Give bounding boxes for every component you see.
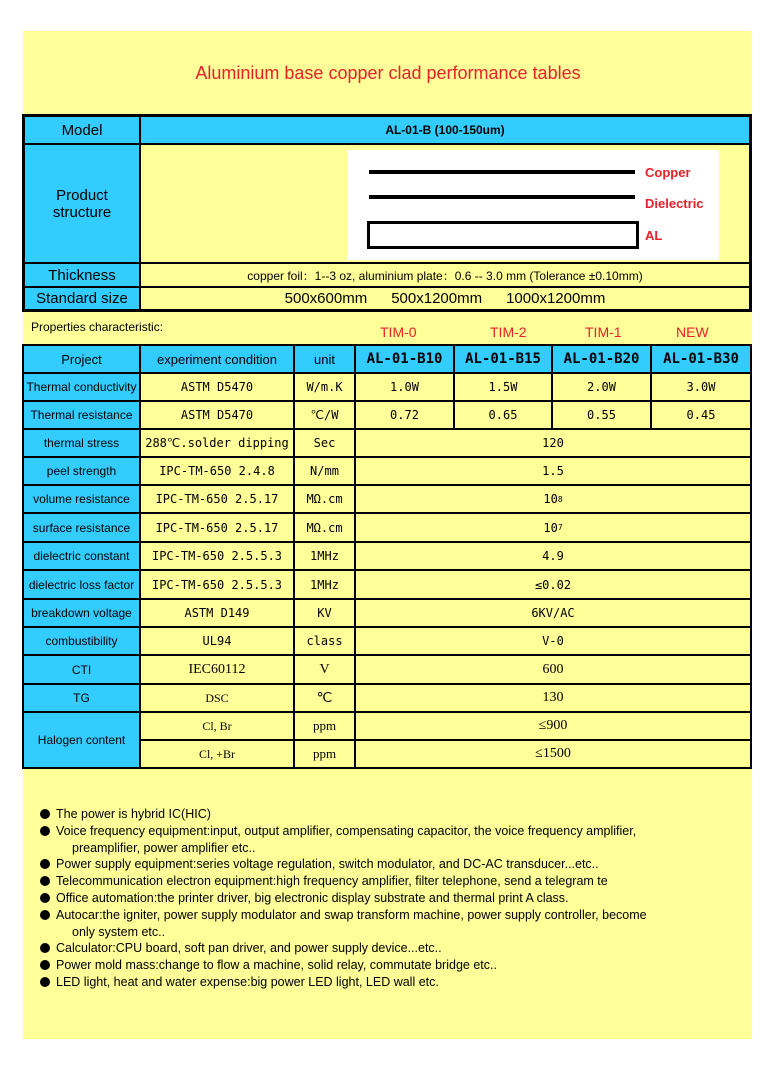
row-project: TG (24, 685, 141, 713)
header-unit: unit (295, 346, 356, 374)
bullet-icon (40, 943, 50, 953)
row-condition: ASTM D5470 (141, 402, 295, 430)
row-unit: V (295, 656, 356, 685)
row-value: 600 (356, 656, 750, 685)
grade-label: NEW (676, 324, 709, 340)
row-condition: UL94 (141, 628, 295, 656)
row-unit: ppm (295, 741, 356, 767)
item-text: Power mold mass:change to flow a machine, solid relay, commutate bridge etc.. (56, 958, 497, 973)
properties-heading: Properties characteristic: (31, 320, 164, 334)
row-project: breakdown voltage (24, 600, 141, 628)
row-value: 1.5W (455, 374, 553, 402)
row-condition: IPC-TM-650 2.5.17 (141, 486, 295, 514)
table-row (24, 486, 750, 514)
table-row (24, 514, 750, 543)
value-exponent: 7 (557, 523, 563, 532)
item-text: Power supply equipment:series voltage regulation, switch modulator, and DC-AC transducer...etc.. (56, 857, 599, 872)
thickness-label: Thickness (25, 264, 141, 286)
size-value: 500x600mm (284, 290, 368, 307)
properties-table (22, 344, 752, 769)
row-project: CTI (24, 656, 141, 685)
header-code: AL-01-B20 (553, 346, 652, 374)
row-condition: ASTM D5470 (141, 374, 295, 402)
copper-layer (369, 170, 635, 174)
model-value: AL-01-B (100-150um) (141, 117, 749, 143)
halogen-block (24, 713, 750, 767)
item-continuation: only system etc.. (72, 924, 166, 939)
row-value: 6KV/AC (356, 600, 750, 628)
value-base: 10 (543, 520, 558, 535)
row-value: 0.55 (553, 402, 652, 430)
row-value: ≤0.02 (356, 571, 750, 600)
row-project: peel strength (24, 458, 141, 486)
row-unit: KV (295, 600, 356, 628)
row-value: V-0 (356, 628, 750, 656)
model-row (25, 117, 749, 145)
page-title: Aluminium base copper clad performance tables (195, 63, 581, 83)
layer-label-copper: Copper (645, 165, 691, 180)
table-row (24, 458, 750, 486)
row-condition: Cl, +Br (141, 741, 295, 767)
row-condition: IEC60112 (141, 656, 295, 685)
header-condition: experiment condition (141, 346, 295, 374)
list-item (40, 856, 730, 873)
table-row (24, 374, 750, 402)
model-label: Model (25, 117, 141, 143)
row-condition: 288℃.solder dipping (141, 430, 295, 458)
row-value: 1.5 (356, 458, 750, 486)
row-value: ≤1500 (535, 746, 571, 761)
list-item (40, 873, 730, 890)
table-row (24, 402, 750, 430)
bullet-icon (40, 977, 50, 987)
thickness-row (25, 264, 749, 288)
row-value: 130 (356, 685, 750, 713)
table-row (24, 685, 750, 713)
size-value: 1000x1200mm (506, 290, 606, 307)
row-unit: MΩ.cm (295, 486, 356, 514)
item-text: Autocar:the igniter, power supply modulator and swap transform machine, power supply controller, become (56, 907, 647, 922)
item-text: Telecommunication electron equipment:high frequency amplifier, filter telephone, send a telegram te (56, 874, 608, 889)
row-value: 0.65 (455, 402, 553, 430)
header-code: AL-01-B15 (455, 346, 553, 374)
aluminium-plate (367, 221, 639, 249)
layer-label-dielectric: Dielectric (645, 196, 704, 211)
bullet-icon (40, 826, 50, 836)
structure-row (25, 145, 749, 264)
grade-label: TIM-2 (490, 324, 527, 340)
row-project: dielectric loss factor (24, 571, 141, 600)
row-unit: ℃ (295, 685, 356, 713)
list-item (40, 957, 730, 974)
table-row (24, 430, 750, 458)
item-text: Calculator:CPU board, soft pan driver, and power supply device...etc.. (56, 941, 442, 956)
table-row (24, 571, 750, 600)
size-row (25, 288, 749, 309)
list-item (40, 940, 730, 957)
value-exponent: 8 (557, 494, 563, 504)
header-project: Project (24, 346, 141, 374)
row-unit: N/mm (295, 458, 356, 486)
row-value: 4.9 (356, 543, 750, 571)
bullet-icon (40, 910, 50, 920)
row-condition: IPC-TM-650 2.5.5.3 (141, 571, 295, 600)
row-project: combustibility (24, 628, 141, 656)
header-code: AL-01-B30 (652, 346, 750, 374)
row-project: surface resistance (24, 514, 141, 543)
row-value: 1.0W (356, 374, 455, 402)
header-code: AL-01-B10 (356, 346, 455, 374)
value-base: 10 (543, 492, 558, 506)
item-text: The power is hybrid IC(HIC) (56, 807, 211, 821)
list-item (40, 823, 730, 857)
bullet-icon (40, 876, 50, 886)
grade-label: TIM-1 (585, 324, 622, 340)
layer-label-al: AL (645, 228, 663, 243)
row-unit: W/m.K (295, 374, 356, 402)
halogen-label: Halogen content (24, 713, 141, 767)
row-value: 0.45 (652, 402, 750, 430)
row-condition: IPC-TM-650 2.5.5.3 (141, 543, 295, 571)
row-value: 0.72 (356, 402, 455, 430)
row-unit: MΩ.cm (295, 514, 356, 543)
table-row (24, 656, 750, 685)
row-value (356, 486, 750, 514)
size-value: 500x1200mm (391, 290, 483, 307)
row-unit: ppm (295, 713, 356, 741)
grade-label: TIM-0 (380, 324, 417, 340)
list-item (40, 907, 730, 941)
table-row (24, 600, 750, 628)
list-item (40, 890, 730, 907)
item-text: Office automation:the printer driver, big electronic display substrate and thermal print A class. (56, 890, 569, 905)
row-condition: Cl, Br (141, 713, 295, 741)
row-condition: IPC-TM-650 2.4.8 (141, 458, 295, 486)
row-project: dielectric constant (24, 543, 141, 571)
row-unit: 1MHz (295, 543, 356, 571)
size-label: Standard size (25, 288, 141, 309)
row-project: volume resistance (24, 486, 141, 514)
thickness-value: copper foil：1--3 oz, aluminium plate：0.6 -- 3.0 mm (Tolerance ±0.10mm) (247, 268, 643, 283)
list-item (40, 806, 730, 823)
bullet-icon (40, 859, 50, 869)
row-unit: Sec (295, 430, 356, 458)
item-text: Voice frequency equipment:input, output amplifier, compensating capacitor, the voice frequency amplifier, (56, 823, 637, 838)
row-value: ≤900 (356, 713, 750, 741)
row-value (356, 514, 750, 543)
table-row (24, 628, 750, 656)
row-project: Thermal conductivity (24, 374, 141, 402)
row-unit: ℃/W (295, 402, 356, 430)
row-value: 120 (356, 430, 750, 458)
row-value: 2.0W (553, 374, 652, 402)
bullet-icon (40, 960, 50, 970)
row-condition: IPC-TM-650 2.5.17 (141, 514, 295, 543)
table-header-row (24, 346, 750, 374)
structure-cell (141, 145, 749, 262)
row-condition: DSC (141, 685, 295, 713)
size-values (141, 288, 749, 309)
row-project: thermal stress (24, 430, 141, 458)
item-text: LED light, heat and water expense:big power LED light, LED wall etc. (56, 974, 439, 989)
row-value: 3.0W (652, 374, 750, 402)
item-continuation: preamplifier, power amplifier etc.. (72, 840, 256, 855)
row-project: Thermal resistance (24, 402, 141, 430)
row-condition: ASTM D149 (141, 600, 295, 628)
row-unit: class (295, 628, 356, 656)
list-item (40, 974, 730, 991)
row-unit: 1MHz (295, 571, 356, 600)
dielectric-layer (369, 195, 635, 199)
applications-list (40, 806, 730, 991)
layer-diagram (347, 150, 719, 260)
model-table (22, 114, 752, 312)
table-row (24, 543, 750, 571)
bullet-icon (40, 893, 50, 903)
bullet-icon (40, 809, 50, 819)
structure-label: Product structure (25, 145, 141, 262)
